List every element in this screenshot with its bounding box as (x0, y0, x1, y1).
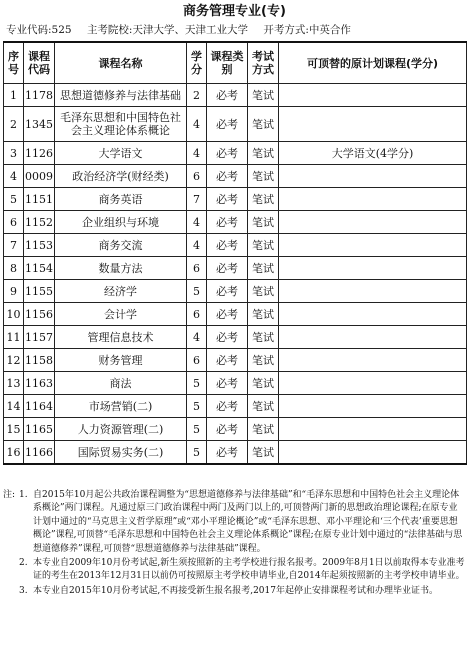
header-seq: 序号 (4, 42, 24, 84)
cell-exam: 笔试 (248, 395, 279, 418)
cell-credit: 2 (187, 84, 207, 107)
cell-exam: 笔试 (248, 441, 279, 465)
cell-exam: 笔试 (248, 372, 279, 395)
cell-name: 政治经济学(财经类) (55, 165, 187, 188)
cell-name: 大学语文 (55, 142, 187, 165)
cell-seq: 9 (4, 280, 24, 303)
cell-replace (279, 188, 467, 211)
table-row (4, 165, 467, 188)
cell-code: 1163 (24, 372, 55, 395)
cell-type: 必考 (207, 349, 248, 372)
cell-credit: 5 (187, 280, 207, 303)
cell-exam: 笔试 (248, 188, 279, 211)
note-text: 本专业自2009年10月份考试起,新生须按照新的主考学校进行报名报考。2009年8月1日以前取得本专业准考证的考生在2013年12月31日以前仍可按照原主考学校申请毕业,自2014年起须按照新的主考学校申请毕业。 (33, 558, 465, 582)
cell-code: 0009 (24, 165, 55, 188)
note-number: 3. (19, 585, 28, 596)
cell-type: 必考 (207, 211, 248, 234)
cell-replace (279, 303, 467, 326)
header-replace: 可顶替的原计划课程(学分) (279, 42, 467, 84)
cell-code: 1164 (24, 395, 55, 418)
cell-seq: 10 (4, 303, 24, 326)
cell-replace (279, 441, 467, 465)
host-schools: 主考院校:天津大学、天津工业大学 (86, 24, 248, 36)
cell-seq: 15 (4, 418, 24, 441)
cell-seq: 11 (4, 326, 24, 349)
cell-replace (279, 349, 467, 372)
cell-name: 数量方法 (55, 257, 187, 280)
cell-credit: 6 (187, 257, 207, 280)
cell-code: 1153 (24, 234, 55, 257)
cell-exam: 笔试 (248, 418, 279, 441)
cell-code: 1155 (24, 280, 55, 303)
course-table (3, 41, 467, 465)
table-row (4, 257, 467, 280)
cell-replace (279, 372, 467, 395)
cell-name: 企业组织与环境 (55, 211, 187, 234)
cell-code: 1166 (24, 441, 55, 465)
cell-replace (279, 234, 467, 257)
cell-code: 1345 (24, 107, 55, 142)
cell-seq: 7 (4, 234, 24, 257)
table-row (4, 280, 467, 303)
table-row (4, 441, 467, 465)
notes-section (3, 489, 465, 599)
cell-name: 人力资源管理(二) (55, 418, 187, 441)
cell-credit: 6 (187, 165, 207, 188)
cell-exam: 笔试 (248, 107, 279, 142)
header-type: 课程类别 (207, 42, 248, 84)
cell-seq: 14 (4, 395, 24, 418)
cell-code: 1158 (24, 349, 55, 372)
note-number: 1. (19, 490, 28, 500)
cell-type: 必考 (207, 165, 248, 188)
cell-exam: 笔试 (248, 280, 279, 303)
cell-exam: 笔试 (248, 257, 279, 280)
cell-seq: 12 (4, 349, 24, 372)
cell-replace (279, 395, 467, 418)
cell-exam: 笔试 (248, 84, 279, 107)
cell-name: 管理信息技术 (55, 326, 187, 349)
cell-seq: 8 (4, 257, 24, 280)
cell-credit: 4 (187, 326, 207, 349)
page-title: 商务管理专业(专) (183, 4, 286, 19)
note-item (3, 557, 465, 584)
cell-replace (279, 418, 467, 441)
cell-type: 必考 (207, 257, 248, 280)
cell-replace (279, 280, 467, 303)
cell-code: 1151 (24, 188, 55, 211)
cell-exam: 笔试 (248, 303, 279, 326)
cell-type: 必考 (207, 188, 248, 211)
cell-credit: 5 (187, 395, 207, 418)
cell-replace (279, 84, 467, 107)
header-name: 课程名称 (55, 42, 187, 84)
cell-type: 必考 (207, 107, 248, 142)
note-item (3, 585, 465, 598)
cell-name: 市场营销(二) (55, 395, 187, 418)
cell-replace (279, 211, 467, 234)
cell-credit: 4 (187, 211, 207, 234)
cell-replace (279, 326, 467, 349)
cell-type: 必考 (207, 372, 248, 395)
table-row (4, 395, 467, 418)
cell-code: 1165 (24, 418, 55, 441)
cell-type: 必考 (207, 280, 248, 303)
cell-type: 必考 (207, 418, 248, 441)
major-code: 专业代码:525 (6, 24, 72, 36)
cell-exam: 笔试 (248, 234, 279, 257)
cell-seq: 16 (4, 441, 24, 465)
cell-credit: 6 (187, 303, 207, 326)
table-row (4, 188, 467, 211)
cell-credit: 5 (187, 372, 207, 395)
cell-credit: 7 (187, 188, 207, 211)
table-row (4, 234, 467, 257)
cell-credit: 4 (187, 142, 207, 165)
table-row (4, 84, 467, 107)
table-row (4, 211, 467, 234)
cell-seq: 5 (4, 188, 24, 211)
cell-type: 必考 (207, 303, 248, 326)
table-row (4, 349, 467, 372)
cell-replace (279, 165, 467, 188)
table-row (4, 303, 467, 326)
cell-code: 1154 (24, 257, 55, 280)
cell-seq: 3 (4, 142, 24, 165)
cell-name: 财务管理 (55, 349, 187, 372)
cell-name: 会计学 (55, 303, 187, 326)
cell-code: 1156 (24, 303, 55, 326)
cell-exam: 笔试 (248, 211, 279, 234)
cell-credit: 6 (187, 349, 207, 372)
cell-code: 1126 (24, 142, 55, 165)
cell-name: 思想道德修养与法律基础 (55, 84, 187, 107)
cell-name: 国际贸易实务(二) (55, 441, 187, 465)
table-row (4, 107, 467, 142)
table-row (4, 326, 467, 349)
cell-name: 商务英语 (55, 188, 187, 211)
cell-exam: 笔试 (248, 142, 279, 165)
notes-lead: 注: (3, 490, 16, 500)
cell-code: 1152 (24, 211, 55, 234)
cell-seq: 4 (4, 165, 24, 188)
table-row (4, 142, 467, 165)
cell-seq: 1 (4, 84, 24, 107)
header-credit: 学分 (187, 42, 207, 84)
cell-replace: 大学语文(4学分) (279, 142, 467, 165)
cell-type: 必考 (207, 234, 248, 257)
cell-exam: 笔试 (248, 349, 279, 372)
cell-credit: 4 (187, 234, 207, 257)
note-number: 2. (19, 558, 28, 569)
cell-credit: 5 (187, 441, 207, 465)
cell-replace (279, 257, 467, 280)
cell-seq: 13 (4, 372, 24, 395)
table-row (4, 418, 467, 441)
cell-name: 商务交流 (55, 234, 187, 257)
note-text: 自2015年10月起公共政治课程调整为“思想道德修养与法律基础”和“毛泽东思想和中国特色社会主义理论体系概论”两门课程。凡通过原三门政治课程中两门及两门以上的,可顶替两门新的思想政治理论课程;在原专业计划中通过的“马克思主义哲学原理”或“邓小平理论概论”或“毛泽东思想、邓小平理论和‘三个代表’重要思想概论”课程,可顶替“毛泽东思想和中国特色社会主义理论体系概论”课程;在原专业计划中通过的“法律基础与思想道德修养”课程,可顶替“思想道德修养与法律基础”课程。 (33, 490, 463, 554)
cell-type: 必考 (207, 142, 248, 165)
major-info (6, 23, 466, 38)
header-code: 课程代码 (24, 42, 55, 84)
table-row (4, 372, 467, 395)
cell-seq: 2 (4, 107, 24, 142)
note-item (3, 489, 465, 556)
table-header-row (4, 42, 467, 84)
cell-type: 必考 (207, 441, 248, 465)
cell-type: 必考 (207, 326, 248, 349)
cell-seq: 6 (4, 211, 24, 234)
cell-exam: 笔试 (248, 165, 279, 188)
cell-name: 商法 (55, 372, 187, 395)
cell-name: 经济学 (55, 280, 187, 303)
cell-credit: 4 (187, 107, 207, 142)
cell-credit: 5 (187, 418, 207, 441)
cell-type: 必考 (207, 395, 248, 418)
cell-type: 必考 (207, 84, 248, 107)
note-text: 本专业自2015年10月份考试起,不再接受新生报名报考,2017年起停止安排课程考试和办理毕业证书。 (33, 585, 438, 596)
cell-exam: 笔试 (248, 326, 279, 349)
cell-code: 1157 (24, 326, 55, 349)
exam-mode: 开考方式:中英合作 (263, 24, 351, 36)
cell-replace (279, 107, 467, 142)
cell-code: 1178 (24, 84, 55, 107)
header-exam: 考试方式 (248, 42, 279, 84)
cell-name: 毛泽东思想和中国特色社会主义理论体系概论 (55, 107, 187, 142)
